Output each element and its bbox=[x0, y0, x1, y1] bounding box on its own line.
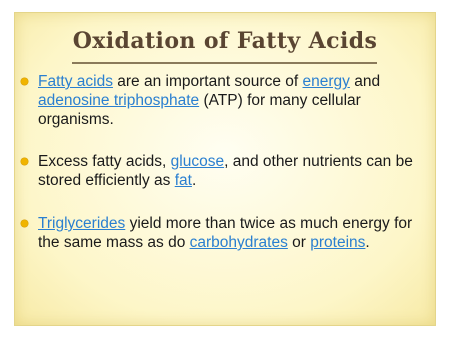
bullet-text: yield more than twice as much energy for the same mass as do bbox=[38, 215, 413, 251]
bullet-text: , and other nutrients can be stored efficiently as bbox=[38, 153, 413, 189]
link-proteins[interactable]: proteins bbox=[310, 234, 366, 251]
link-fatty-acids[interactable]: Fatty acids bbox=[38, 73, 113, 90]
slide-title: Oxidation of Fatty Acids bbox=[72, 28, 378, 54]
bullet-text: (ATP) for many cellular organisms. bbox=[38, 92, 361, 128]
bullet-icon bbox=[21, 78, 28, 85]
bullet-item bbox=[20, 72, 414, 129]
bullet-text: are an important source of bbox=[112, 73, 303, 90]
bullet-item bbox=[20, 214, 414, 252]
bullet-list bbox=[20, 72, 414, 252]
link-adenosine-triphosphate[interactable]: adenosine triphosphate bbox=[38, 92, 200, 109]
title-underline bbox=[72, 62, 377, 64]
bullet-text: . bbox=[365, 234, 370, 251]
bullet-icon bbox=[21, 158, 28, 165]
bullet-text: or bbox=[287, 234, 311, 251]
link-energy[interactable]: energy bbox=[302, 73, 350, 90]
bullet-text: and bbox=[349, 73, 381, 90]
link-fat[interactable]: fat bbox=[174, 172, 192, 189]
bullet-text: . bbox=[191, 172, 197, 189]
link-glucose[interactable]: glucose bbox=[170, 153, 225, 170]
link-triglycerides[interactable]: Triglycerides bbox=[38, 215, 126, 232]
bullet-icon bbox=[21, 220, 28, 227]
link-carbohydrates[interactable]: carbohydrates bbox=[189, 234, 288, 251]
bullet-item bbox=[20, 152, 414, 190]
bullet-text: Excess fatty acids, bbox=[38, 153, 171, 170]
